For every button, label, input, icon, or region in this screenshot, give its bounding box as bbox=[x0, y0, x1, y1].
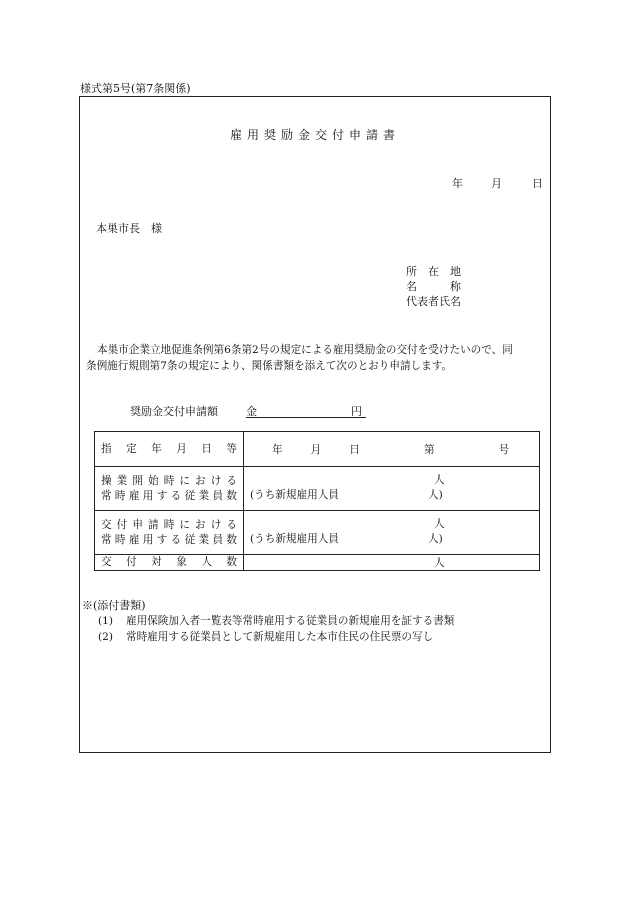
apply-employees-label-cell bbox=[95, 511, 244, 555]
amount-label: 奨励金交付申請額 bbox=[130, 405, 218, 418]
target-count-unit: 人 bbox=[434, 557, 445, 569]
application-table bbox=[94, 431, 540, 571]
apply-new-hire-unit: 人) bbox=[428, 533, 443, 545]
amount-field[interactable] bbox=[246, 403, 366, 418]
start-employees-value-cell[interactable] bbox=[244, 467, 540, 511]
designation-label-cell bbox=[95, 432, 244, 467]
start-new-hire-label: (うち新規雇用人員 bbox=[250, 489, 339, 501]
attachment-item bbox=[98, 629, 433, 644]
applicant-block bbox=[406, 264, 461, 309]
applicant-name-label: 名 称 bbox=[406, 280, 461, 293]
apply-new-hire-label: (うち新規雇用人員 bbox=[250, 533, 339, 545]
attachment-text: 常時雇用する従業員として新規雇用した本市住民の住民票の写し bbox=[126, 631, 434, 643]
designation-value-cell[interactable] bbox=[244, 432, 540, 467]
table-row-start-employees bbox=[95, 467, 540, 511]
designation-label: 指定年月日等 bbox=[101, 442, 237, 455]
table-row-apply-employees bbox=[95, 511, 540, 555]
amount-suffix: 円 bbox=[351, 405, 362, 418]
table-row-target-count bbox=[95, 555, 540, 571]
target-count-label: 交付対象人数 bbox=[101, 556, 237, 568]
date-month: 月 bbox=[491, 177, 502, 190]
application-date bbox=[452, 175, 543, 191]
apply-employees-label-1: 交付申請時における bbox=[101, 518, 237, 531]
attachment-number: (1) bbox=[98, 615, 114, 627]
start-employees-label-2: 常時雇用する従業員数 bbox=[101, 489, 237, 502]
target-count-label-cell bbox=[95, 555, 244, 571]
attachment-number: (2) bbox=[98, 631, 114, 643]
designation-number bbox=[424, 442, 509, 457]
apply-employees-label-2: 常時雇用する従業員数 bbox=[101, 533, 237, 546]
applicant-representative-label: 代表者氏名 bbox=[406, 295, 461, 308]
applicant-location-label: 所 在 地 bbox=[406, 265, 461, 278]
application-body-text bbox=[86, 342, 546, 374]
designation-year: 年 bbox=[272, 444, 283, 456]
start-employees-label-cell bbox=[95, 467, 244, 511]
apply-employees-unit: 人 bbox=[434, 518, 445, 530]
amount-prefix: 金 bbox=[246, 405, 257, 418]
attachment-text: 雇用保険加入者一覧表等常時雇用する従業員の新規雇用を証する書類 bbox=[126, 615, 455, 627]
date-year: 年 bbox=[452, 177, 463, 190]
attachments-title: ※(添付書類) bbox=[82, 599, 146, 612]
designation-no-suffix: 号 bbox=[498, 444, 510, 456]
start-employees-unit: 人 bbox=[434, 474, 445, 486]
body-line-2: 条例施行規則第7条の規定により、関係書類を添えて次のとおり申請します。 bbox=[86, 360, 453, 372]
table-row-designation bbox=[95, 432, 540, 467]
start-new-hire-unit: 人) bbox=[428, 489, 443, 501]
document-title: 雇用奨励金交付申請書 bbox=[229, 128, 400, 142]
body-line-1: 本巣市企業立地促進条例第6条第2号の規定による雇用奨励金の交付を受けたいので、同 bbox=[97, 344, 513, 356]
designation-date bbox=[272, 442, 360, 457]
attachment-item bbox=[98, 613, 454, 628]
designation-no-prefix: 第 bbox=[424, 444, 435, 456]
start-employees-label-1: 操業開始時における bbox=[101, 474, 237, 487]
addressee: 本巣市長 様 bbox=[96, 222, 162, 235]
form-number: 様式第5号(第7条関係) bbox=[80, 82, 191, 95]
target-count-value-cell[interactable] bbox=[244, 555, 540, 571]
date-day: 日 bbox=[532, 177, 543, 190]
designation-day: 日 bbox=[349, 444, 360, 456]
form-frame bbox=[79, 96, 551, 753]
designation-month: 月 bbox=[310, 444, 322, 456]
apply-employees-value-cell[interactable] bbox=[244, 511, 540, 555]
